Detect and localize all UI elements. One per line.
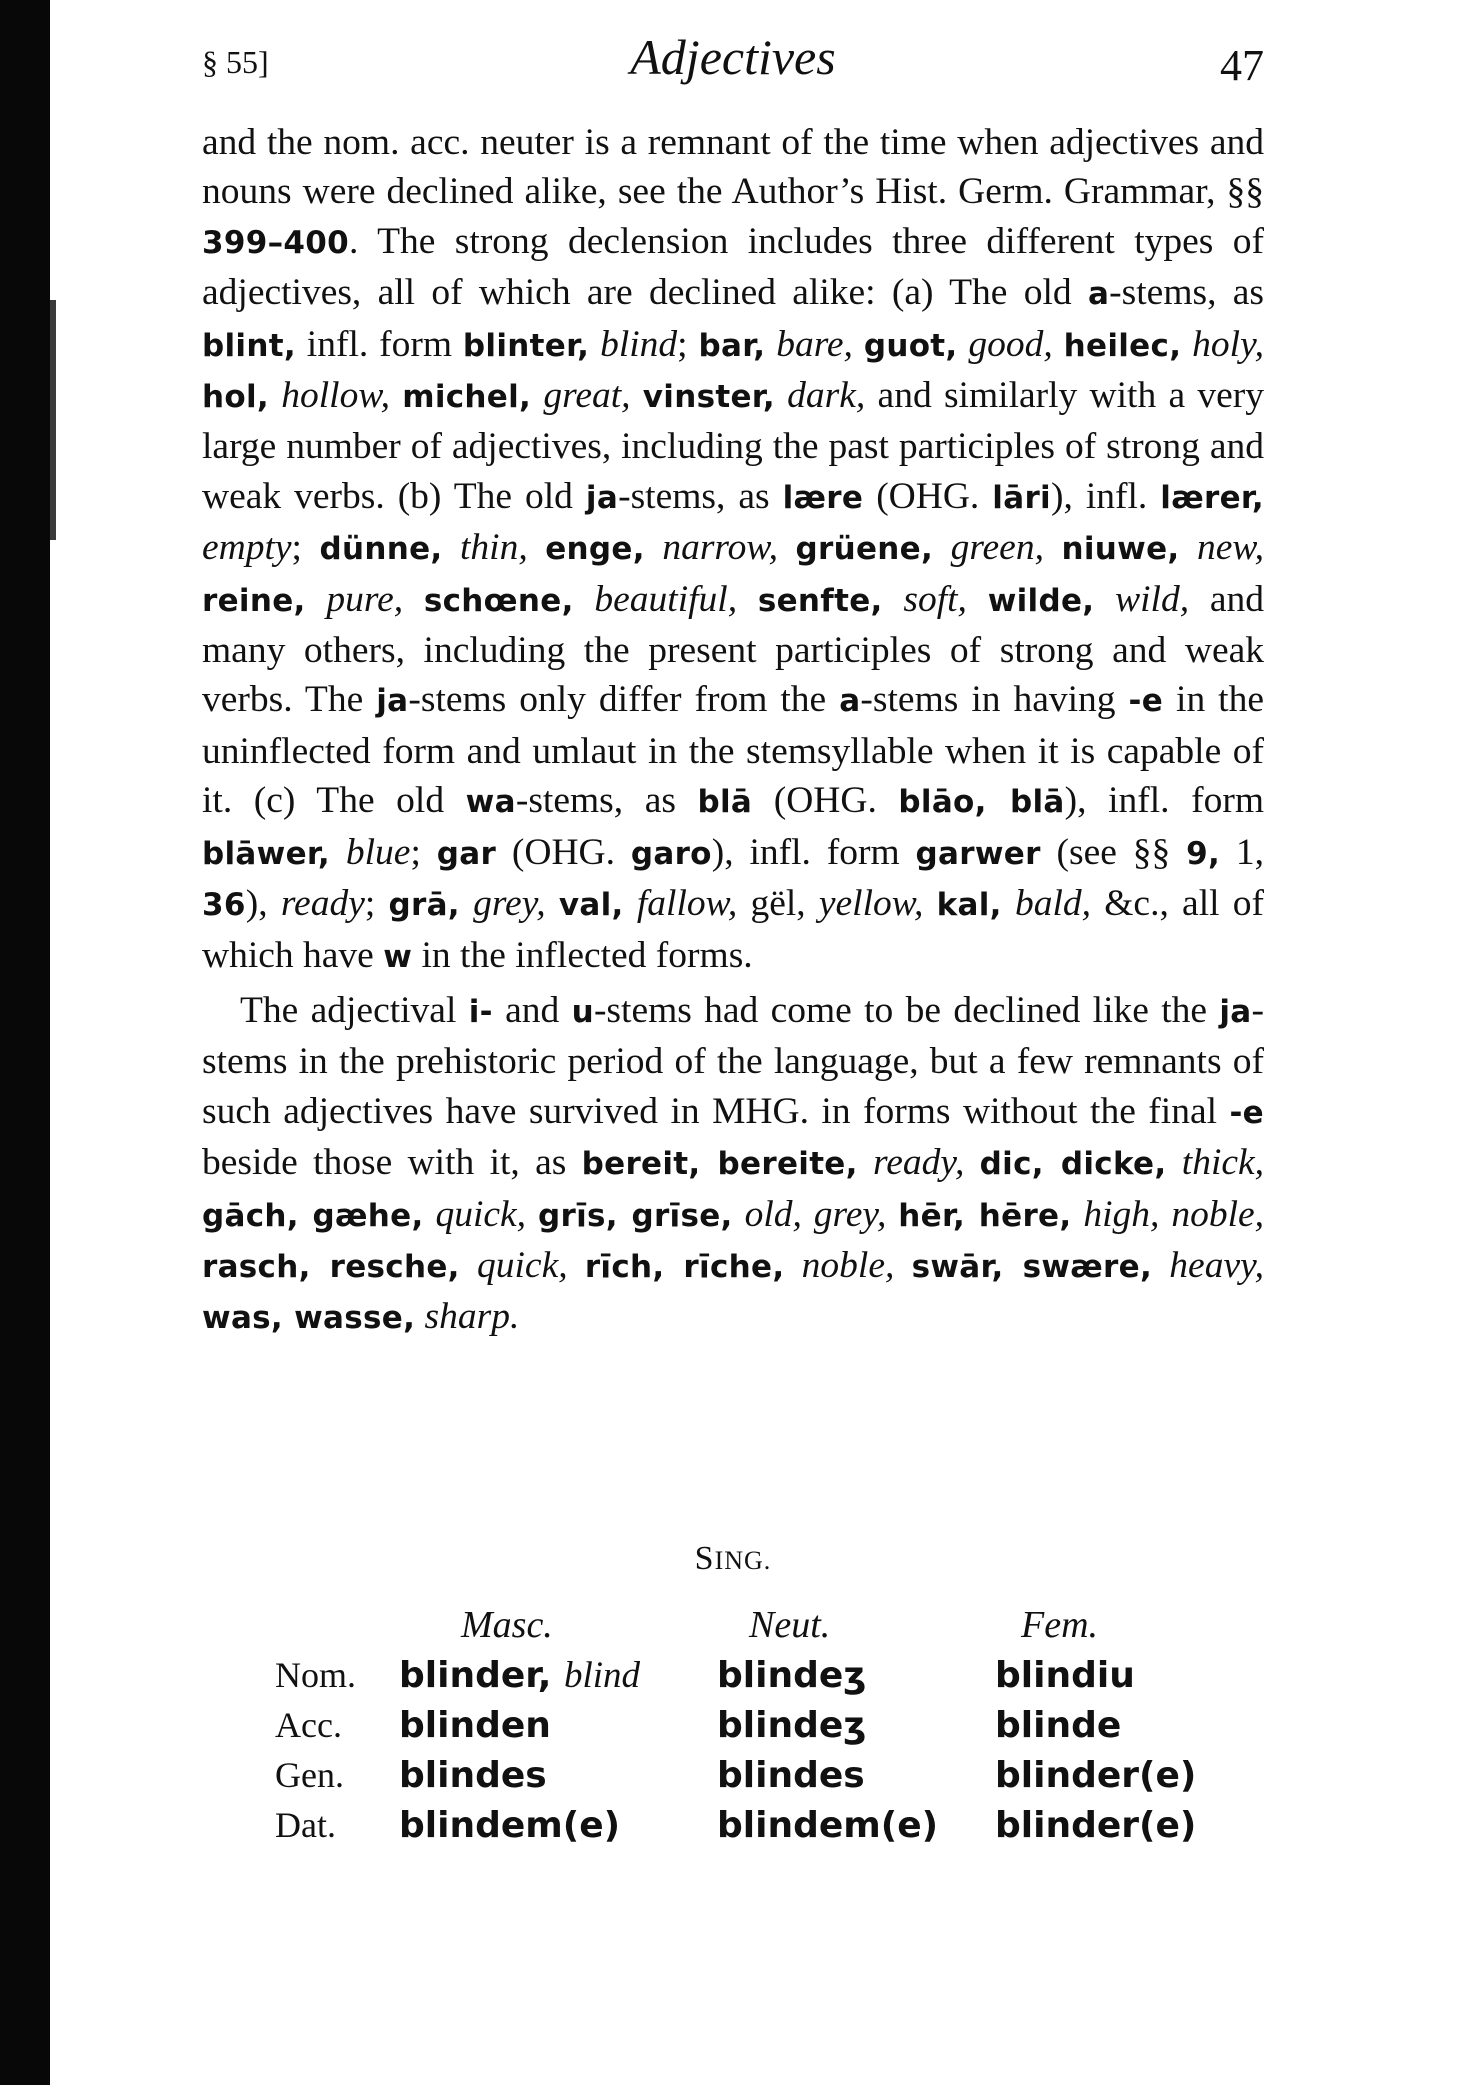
headword: guot, [863,327,958,364]
headword: lāri [992,479,1051,516]
text-run [568,1245,585,1286]
gloss: ready, [873,1142,965,1184]
gloss: sharp. [424,1296,520,1338]
gloss: hollow, [281,375,390,417]
gloss: yellow, [818,883,924,925]
gloss: grey, [473,883,546,925]
headword: reine, [202,582,306,619]
text-run [1166,1142,1181,1183]
headword: ja [1219,993,1252,1030]
gloss: thin, [460,527,528,569]
gloss: holy, [1192,323,1265,365]
text-run [967,579,988,620]
case-column-header [275,1600,399,1650]
gloss: narrow, [662,527,778,569]
text-run: -stems in having [860,679,1129,721]
gloss: wild, [1115,578,1190,620]
gloss: bald, [1014,883,1092,925]
headword: hēr, hēre, [898,1197,1072,1234]
headword: garwer [915,835,1041,872]
text-run [1002,883,1015,924]
table-title [202,1540,1264,1578]
gloss: heavy, [1169,1244,1265,1286]
headword: was, wasse, [202,1300,416,1337]
gloss: great, [543,375,631,417]
gloss: quick, [435,1193,527,1235]
text-run [1152,1245,1169,1286]
text-run: (OHG. [496,831,631,873]
headword: schœne, [423,582,574,619]
gloss: quick, [477,1244,568,1286]
headword: gar [436,835,497,872]
headword: kal, [936,887,1002,924]
gloss: thick, [1181,1142,1265,1184]
headword: grüene, [795,531,934,568]
gloss: soft, [903,578,967,620]
text-run: -stems had come to be declined like the [593,989,1220,1031]
text-run [645,527,663,568]
column-header-masc: Masc. [461,1604,553,1646]
masc-form: blindes [399,1754,547,1796]
gloss: green, [950,527,1044,569]
text-run: . The strong declension includes three different types of adjectives, all of which are declined alike: (a) The old [202,220,1264,314]
paragraph-i-u-stems [202,986,1264,1344]
text-run: in the uninflected form and umlaut in the stemsyllable when it is capable of it. (c) The old [202,679,1264,822]
headword: bereit, bereite, [581,1146,858,1183]
headword: lære [782,479,864,516]
table-title-initial: S [694,1540,715,1577]
text-run: &c., all of which have [202,883,1265,976]
fem-form: blindiu [995,1654,1135,1696]
neut-form: blindeʒ [717,1654,867,1696]
case-label: Acc. [275,1705,342,1745]
gloss: fallow, [636,883,738,925]
headword: 36 [202,887,246,924]
headword: enge, [545,531,645,568]
text-run [526,1194,538,1235]
table-header-row [275,1600,1215,1650]
headword: gāch, gæhe, [202,1197,424,1234]
text-run: infl. form [295,323,463,365]
table-row [275,1800,1215,1850]
gloss: bare, [776,323,853,365]
gloss: dark, [787,375,866,417]
headword: niuwe, [1061,531,1180,568]
case-label: Gen. [275,1755,344,1795]
headword: wa [465,784,516,821]
gloss: empty [202,527,292,569]
headword: senfte, [757,582,883,619]
text-run [528,527,546,568]
text-run [883,579,904,620]
gloss: new, [1197,527,1264,569]
text-run: ; [677,323,699,365]
headword: blāo, blā [898,784,1065,821]
headword: lærer, [1160,479,1264,516]
headword: michel, [402,379,532,416]
text-run [624,883,637,924]
headword: a [839,683,861,720]
headword: bar, [698,327,766,364]
headword: -e [1229,1094,1264,1131]
text-run: ), [245,883,281,925]
text-run [390,375,402,416]
headword: 399–400 [202,224,350,261]
gloss: blue [345,831,411,873]
headword: ja [376,683,409,720]
text-run [957,324,968,365]
headword: -e [1128,683,1164,720]
text-run [442,527,460,568]
page-body [202,118,1264,1344]
text-run: beside those with it, as [202,1142,582,1184]
fem-form: blinde [995,1704,1122,1746]
headword: blint, [202,327,296,364]
text-run [733,1194,745,1235]
neut-form: blindes [717,1754,865,1796]
headword: blinter, [462,327,590,364]
headword: rīch, rīche, [584,1248,785,1285]
text-run [778,527,796,568]
text-run: 1, [1220,831,1265,873]
text-run: (OHG. [752,780,899,822]
text-run [574,579,595,620]
text-run [1179,527,1197,568]
table-row [275,1700,1215,1750]
text-run: -stems, as [1109,272,1264,314]
text-run: (see §§ [1040,831,1187,873]
case-label: Dat. [275,1805,336,1845]
text-run [460,1245,477,1286]
text-run [775,375,787,416]
text-run: ), infl. [1050,475,1161,517]
text-run: (OHG. [863,475,993,517]
gloss: pure, [326,578,404,620]
headword: u [571,993,594,1030]
headword: rasch, resche, [202,1248,460,1285]
neut-form: blindeʒ [717,1704,867,1746]
page-number: 47 [1220,41,1264,90]
text-run [546,883,559,924]
scan-binding-mark [50,300,56,540]
text-run: -stems, as [515,780,698,822]
text-run [424,1194,436,1235]
page-title: Adjectives [630,29,836,85]
headword: vinster, [642,379,775,416]
masc-form: blindem(e) [399,1804,621,1846]
text-run [1094,579,1115,620]
text-run [415,1296,424,1337]
text-run [1053,324,1064,365]
column-header-neut: Neut. [749,1604,831,1646]
text-run: and many others, including the present participles of strong and weak verbs. The [202,578,1265,721]
text-run [330,832,346,873]
table-title-rest: ING. [714,1546,772,1575]
text-run: and the nom. acc. neuter is a remnant of the time when adjectives and nouns were declined alike, see the Author’s Hist. Germ. Grammar, §§ [202,122,1264,213]
paragraph-strong-declension [202,118,1264,982]
gloss: ready [280,883,365,925]
text-run: -stems only differ from the [408,679,840,721]
text-run: in the inflected forms. [412,934,753,976]
section-reference: § 55] [202,44,269,80]
text-run [306,579,327,620]
page-header [202,28,1264,98]
headword: a [1087,276,1110,313]
masc-form [399,1650,717,1700]
text-run: ; [410,831,437,873]
gloss: noble, [801,1244,895,1286]
gloss: blind [600,323,678,365]
headword: wilde, [987,582,1095,619]
headword: hol, [202,379,269,416]
headword: heilec, [1063,327,1182,364]
text-run [933,527,951,568]
fem-form: blinder(e) [995,1754,1197,1796]
headword: 9, [1186,835,1221,872]
headword: grīs, grīse, [538,1197,733,1234]
text-run [923,883,936,924]
text-run: The adjectival [240,989,469,1031]
gloss: good, [968,323,1053,365]
headword: dünne, [319,531,443,568]
text-run [1071,1194,1083,1235]
text-run [886,1194,898,1235]
text-run: -stems, as [618,475,783,517]
headword: val, [558,887,624,924]
masc-form-word: blinder, [399,1654,552,1696]
text-run [269,375,281,416]
text-run [1044,527,1062,568]
table-row [275,1750,1215,1800]
text-run [403,579,424,620]
text-run [589,324,600,365]
text-run [631,375,643,416]
text-run [894,1245,911,1286]
text-run [964,1142,979,1183]
masc-gloss: blind [563,1654,641,1696]
text-run [853,324,864,365]
text-run: ), infl. form [711,831,916,873]
text-run: gël, [737,883,819,925]
text-run [784,1245,801,1286]
column-header-fem: Fem. [1021,1604,1099,1646]
text-run: -stems in the prehistoric period of the language, but a few remnants of such adjectives have survived in MHG. in forms without the final [202,989,1264,1132]
table-row [275,1650,1215,1700]
neut-form: blindem(e) [717,1804,939,1846]
text-run [531,375,543,416]
headword: blā [697,784,753,821]
headword: ja [585,479,619,516]
masc-form: blinden [399,1704,551,1746]
text-run [858,1142,873,1183]
headword: dic, dicke, [979,1146,1167,1183]
headword: w [383,938,413,975]
text-run [460,883,473,924]
text-run: and similarly with a very large number of adjectives, including the past participles of strong and weak verbs. (b) The old [202,375,1265,517]
text-run: ; [364,883,389,925]
fem-form: blinder(e) [995,1804,1197,1846]
text-run [1181,324,1192,365]
text-run [737,579,758,620]
text-run: ; [291,527,320,569]
text-run: and [492,989,572,1031]
scan-binding-edge [0,0,50,2085]
gloss: high, noble, [1083,1193,1265,1235]
headword: grā, [388,887,460,924]
text-run [765,324,776,365]
headword: swār, swære, [911,1248,1153,1285]
headword: blāwer, [202,835,331,872]
declension-table [275,1600,1215,1850]
gloss: old, grey, [744,1193,887,1235]
case-label: Nom. [275,1655,356,1695]
text-run: ), infl. form [1064,780,1264,822]
gloss: beautiful, [594,578,738,620]
headword: i- [468,993,493,1030]
headword: garo [630,835,712,872]
